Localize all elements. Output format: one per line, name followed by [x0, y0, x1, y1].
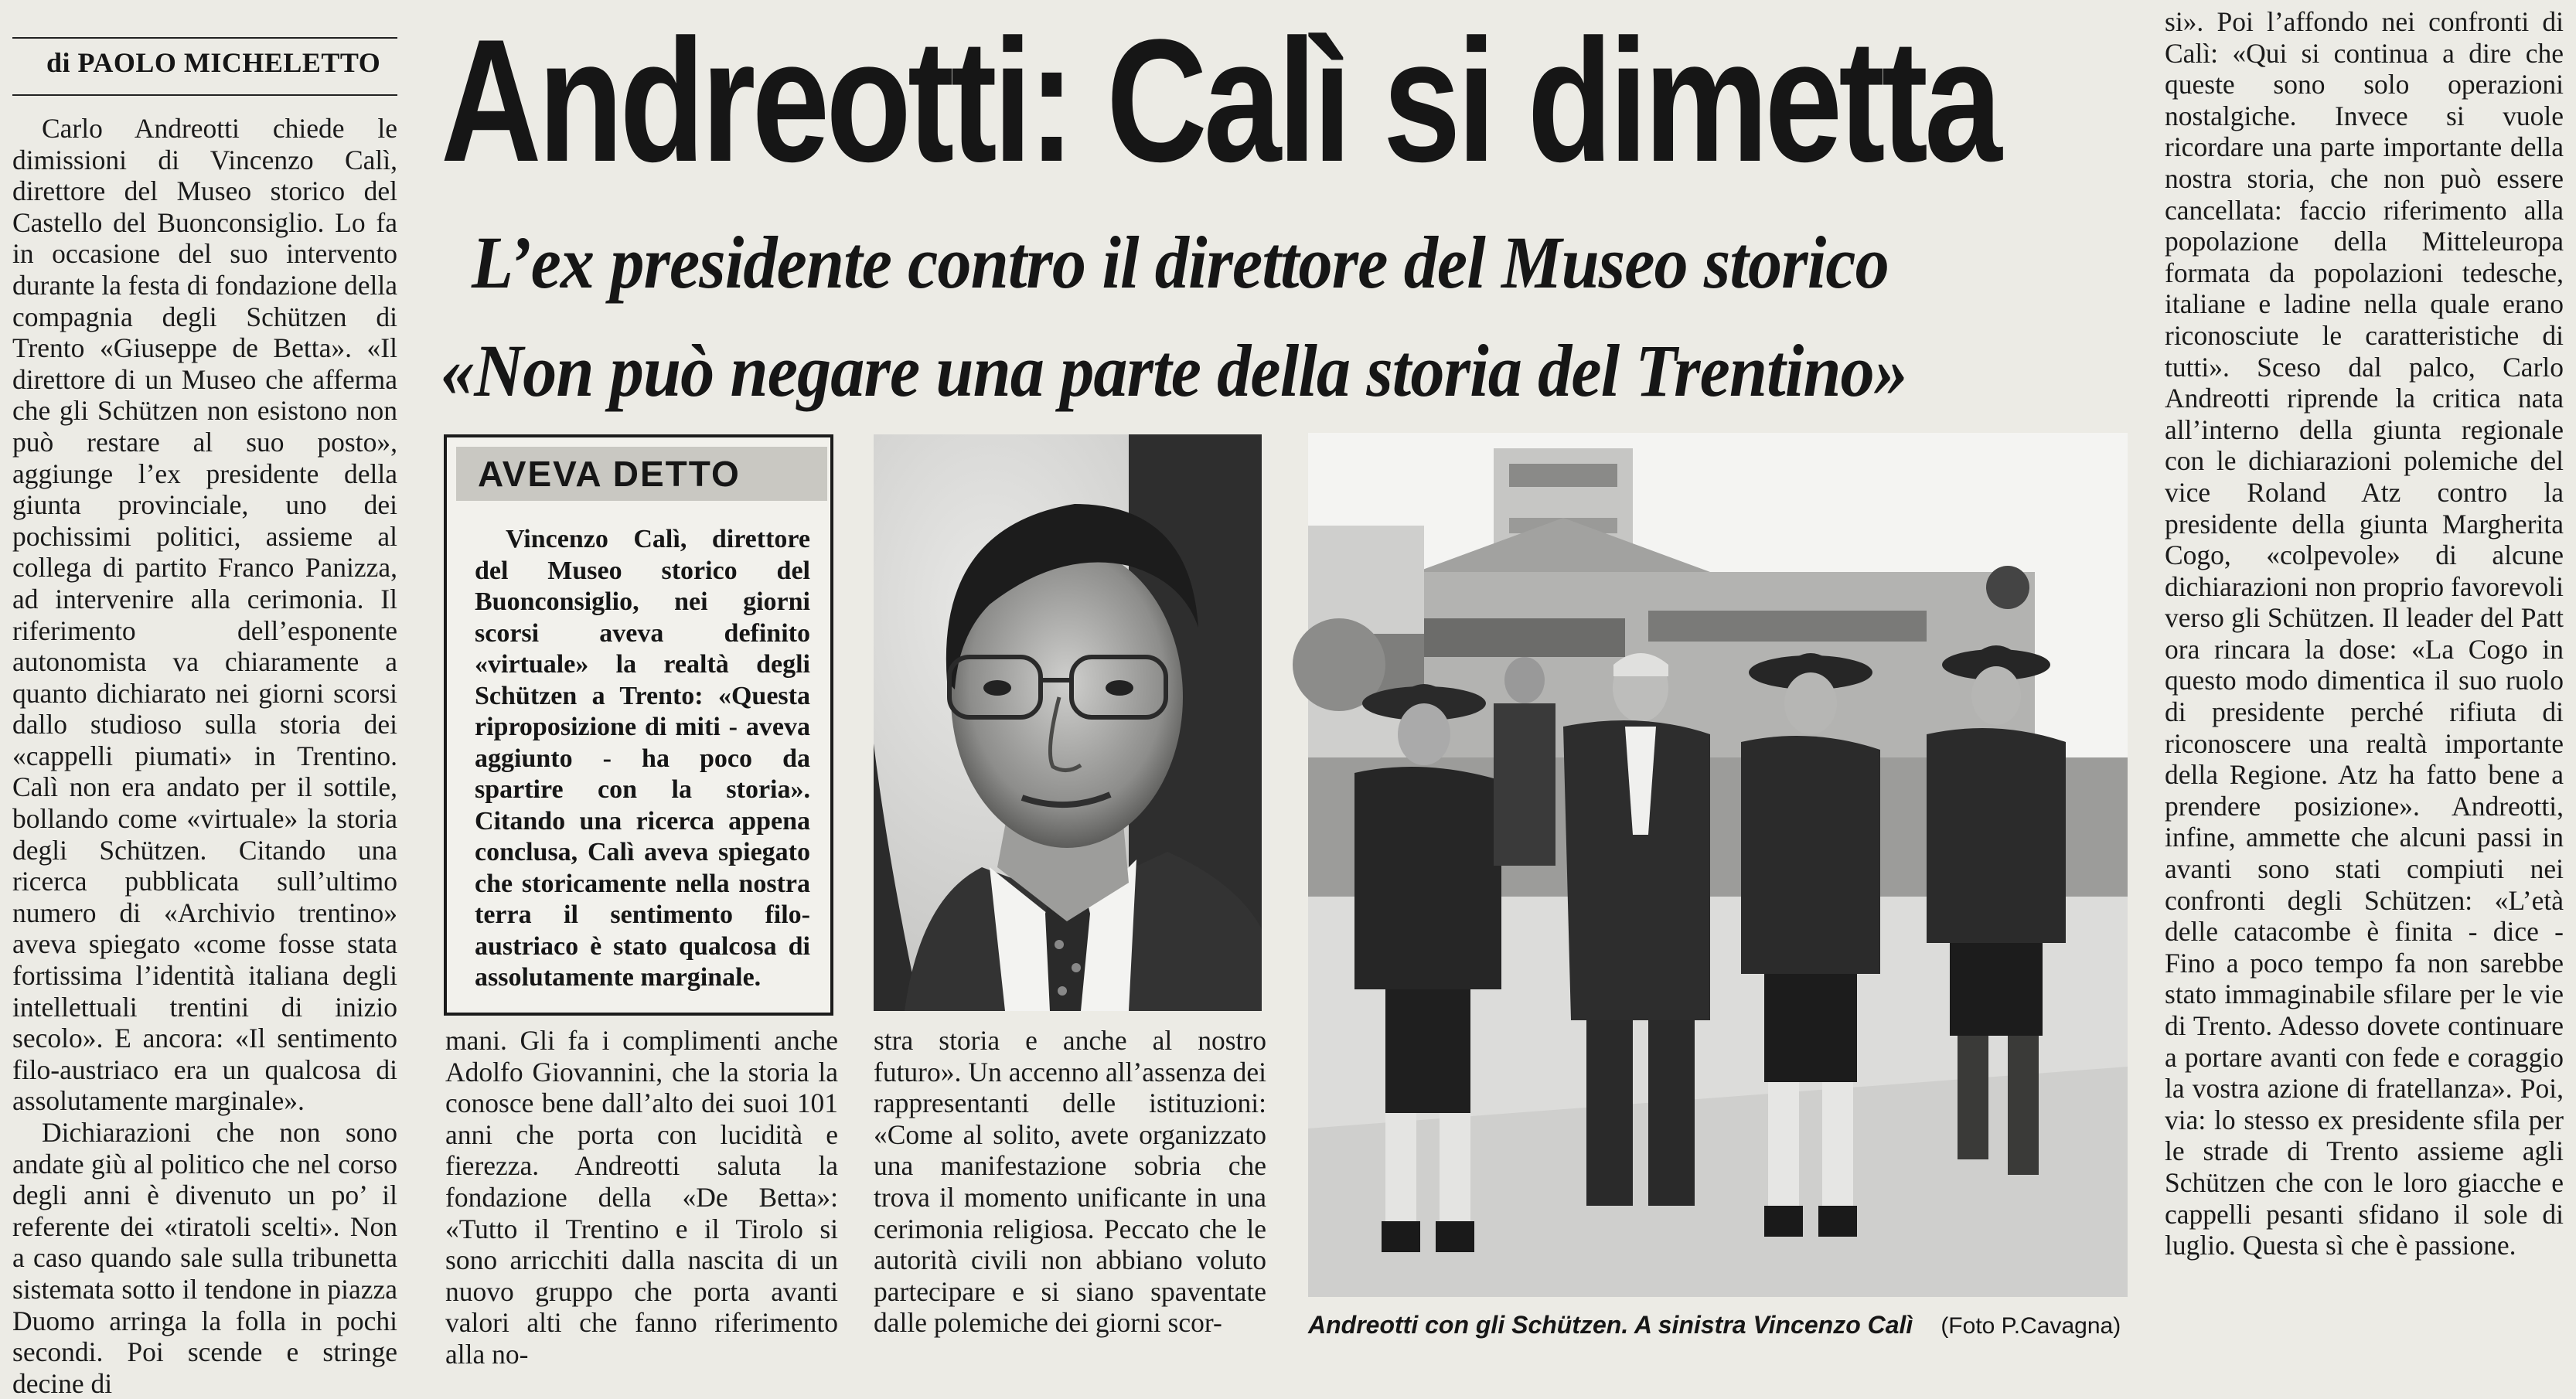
procession-illustration [1308, 433, 2128, 1297]
article-column-4: si». Poi l’affondo nei confronti di Calì: «Qui si continua a dire che queste sono solo operazioni nostalgiche. Invece si vuole ricordare una parte importante della nostra storia, che non può essere cancellata: faccio riferimento alla popolazione della Mitteleuropa formata da popolazioni tedesche, italiane e ladine nella quale erano riconosciute le caratteristiche di tutti». Sceso dal palco, Carlo Andreotti riprende la critica nata all’interno della giunta regionale con le dichiarazioni polemiche del vice Roland Atz contro la presidente della giunta Margherita Cogo, «colpevole» di alcune dichiarazioni non proprio favorevoli verso gli Schützen. Il leader del Patt ora rincara la dose: «La Cogo in questo modo dimentica il suo ruolo di presidente perché rifiuta di riconoscere una realtà importante della Regione. Atz ha fatto bene a prendere posizione». Andreotti, infine, ammette che alcuni passi in avanti sono stati compiuti nei confronti degli Schützen: «L’età delle catacombe è finita - dice - Fino a poco tempo fa non sarebbe stato immaginabile sfilare per le vie di Trento. Adesso dovete continuare a portare avanti con fede e coraggio la vostra azione di fratellanza». Poi, via: lo stesso ex presidente sfila per le strade di Trento assieme agli Schützen che con le loro giacche e cappelli pesanti sfidano il sole di luglio. Questa sì che è passione. [2165, 6, 2564, 1261]
procession-photo [1308, 433, 2128, 1297]
column-1-paragraph-2: Dichiarazioni che non sono andate giù al politico che nel corso degli anni è divenuto un po’ il referente dei «tiratoli scelti». Non a caso quando sale sulla tribunetta sistemata sotto il tendone in piazza Duomo arringa la folla in pochi secondi. Poi scende e stringe decine di [12, 1117, 397, 1399]
portrait-illustration [874, 434, 1262, 1011]
headline: Andreotti: Calì si dimetta [441, 2, 1998, 198]
byline: di PAOLO MICHELETTO [46, 47, 381, 78]
portrait-photo [874, 434, 1262, 1011]
caption-text: Andreotti con gli Schützen. A sinistra Vincenzo Calì [1308, 1311, 1913, 1339]
subhead-line-1: L’ex presidente contro il direttore del Museo storico [472, 221, 1889, 304]
article-column-2: mani. Gli fa i complimenti anche Adolfo Giovannini, che la storia la conosce bene dall’alto dei suoi 101 anni che porta con lucidità e fierezza. Andreotti saluta la fondazione della «De Betta»: «Tutto il Trentino e il Tirolo si sono arricchiti dalla nascita di un nuovo gruppo che porta avanti valori alti che fanno riferimento alla no- [445, 1025, 838, 1370]
article-column-1 [12, 113, 397, 1399]
sidebar-box [444, 434, 833, 1016]
sidebar-title: AVEVA DETTO [456, 447, 827, 501]
photo-credit: (Foto P.Cavagna) [1941, 1313, 2121, 1339]
byline-bottom-rule [12, 94, 397, 96]
photo-caption [1308, 1309, 2128, 1342]
subhead-line-2: «Non può negare una parte della storia del Trentino» [441, 329, 1908, 412]
sidebar-text: Vincenzo Calì, direttore del Museo storico del Buonconsiglio, nei giorni scorsi aveva definito «virtuale» la realtà degli Schützen a Trento: «Questa riproposizione di miti - aveva aggiunto - ha poco da spartire con la storia». Citando una ricerca appena conclusa, Calì aveva spiegato che storicamente nella nostra terra il sentimento filo-austriaco è stato qualcosa di assolutamente marginale. [475, 525, 810, 992]
article-column-3: stra storia e anche al nostro futuro». Un accenno all’assenza dei rappresentanti delle istituzioni: «Come al solito, avete organizzato una manifestazione sobria che trova il momento unificante in una cerimonia religiosa. Peccato che le autorità civili non abbiano voluto partecipare e si siano spaventate dalle polemiche dei giorni scor- [874, 1025, 1266, 1339]
byline-top-rule [12, 37, 397, 39]
column-1-paragraph-1: Carlo Andreotti chiede le dimissioni di Vincenzo Calì, direttore del Museo storico del Castello del Buonconsiglio. Lo fa in occasione del suo intervento durante la festa di fondazione della compagnia degli Schützen di Trento «Giuseppe de Betta». «Il direttore di un Museo che afferma che gli Schützen non esistono non può restare al suo posto», aggiunge l’ex presidente della giunta provinciale, uno dei pochissimi politici, assieme al collega di partito Franco Panizza, ad intervenire alla cerimonia. Il riferimento dell’esponente autonomista va chiaramente a quanto dichiarato nei giorni scorsi dallo studioso sulla storia dei «cappelli piumati» in Trentino. Calì non era andato per il sottile, bollando come «virtuale» la storia degli Schützen. Citando una ricerca pubblicata sull’ultimo numero di «Archivio trentino» aveva spiegato «come fosse stata fortissima l’identità italiana degli intellettuali trentini di inizio secolo». E ancora: «Il sentimento filo-austriaco era un qualcosa di assolutamente marginale». [12, 113, 397, 1117]
